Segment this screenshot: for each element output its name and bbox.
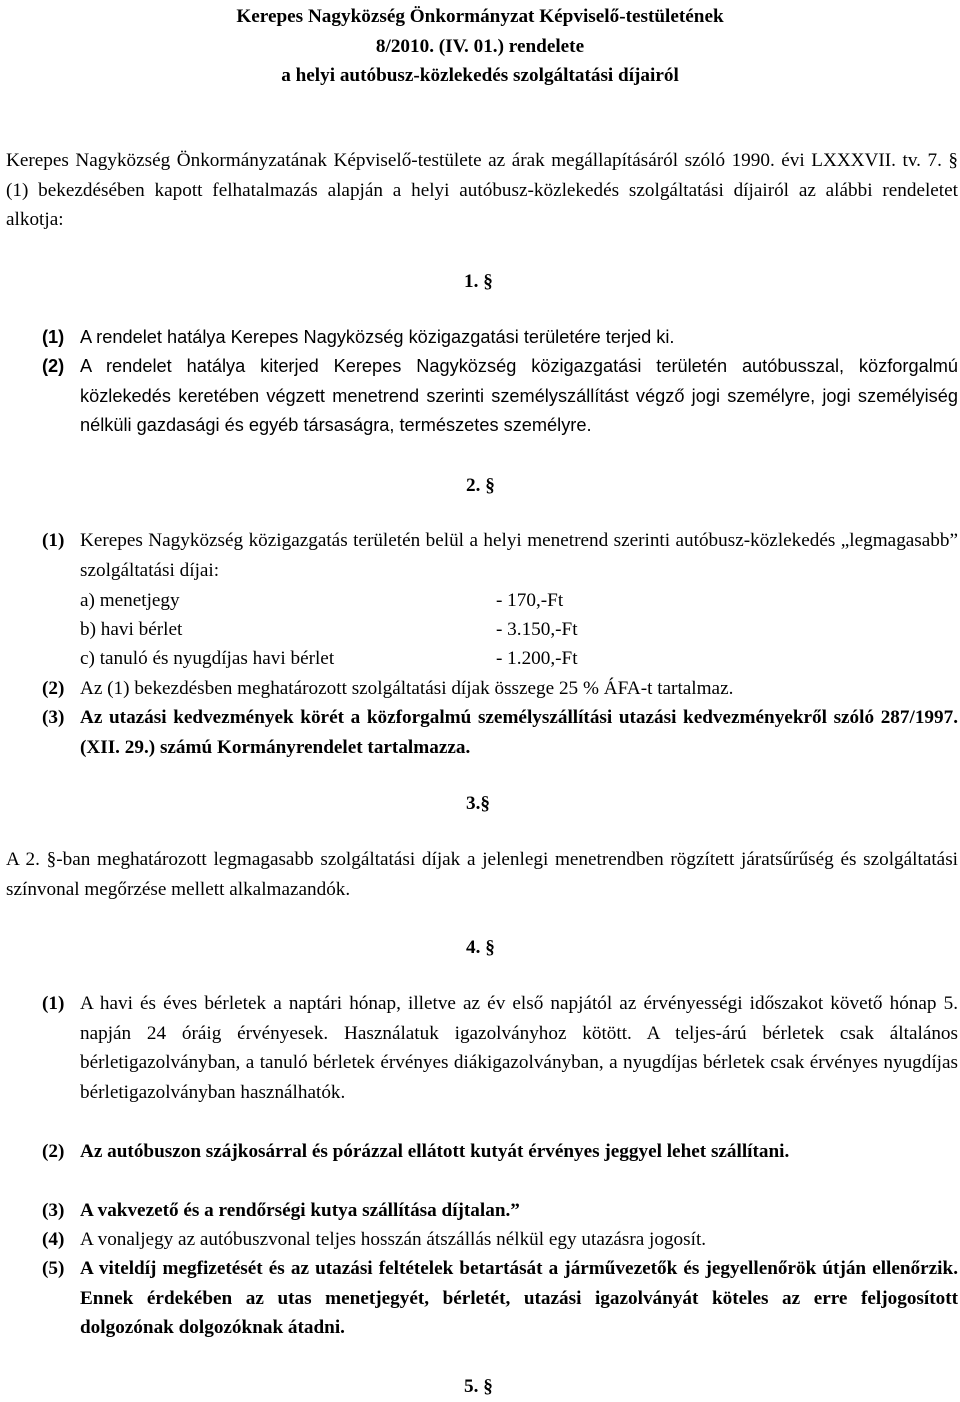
- section-3-text: A 2. §-ban meghatározott legmagasabb szolgáltatási díjak a jelenlegi menetrendben rögzített járatsűrűség és szolgáltatási színvonal megőrzése mellett alkalmazandók.: [6, 849, 958, 900]
- paragraph-number: (2): [42, 678, 65, 699]
- paragraph-number: (1): [42, 327, 65, 347]
- fee-row: [80, 586, 680, 615]
- paragraph-number: (2): [42, 1141, 65, 1162]
- fee-label: b) havi bérlet: [80, 619, 183, 640]
- section-5-heading: 5. §: [464, 1376, 493, 1397]
- section-4-paragraph-4: [42, 1225, 958, 1255]
- section-3-heading: 3.§: [466, 793, 490, 814]
- section-1-heading: 1. §: [464, 271, 493, 292]
- paragraph-text: A vonaljegy az autóbuszvonal teljes hosszán átszállás nélkül egy utazásra jogosít.: [80, 1229, 707, 1250]
- paragraph-text: A vakvezető és a rendőrségi kutya szállítása díjtalan.”: [80, 1200, 520, 1221]
- fee-amount: - 170,-Ft: [496, 590, 564, 611]
- title-line-2: 8/2010. (IV. 01.) rendelete: [375, 35, 585, 57]
- paragraph-text: Az utazási kedvezmények körét a közforgalmú személyszállítási utazási kedvezményekről szóló 287/1997. (XII. 29.) számú Kormányrendelet tartalmazza.: [80, 707, 958, 758]
- fee-label: c) tanuló és nyugdíjas havi bérlet: [80, 648, 335, 669]
- section-1-paragraph-1: [42, 323, 958, 353]
- paragraph-number: (3): [42, 1200, 65, 1221]
- section-2-paragraph-2: [42, 674, 958, 704]
- paragraph-number: (1): [42, 530, 65, 551]
- fee-amount: - 1.200,-Ft: [496, 648, 578, 669]
- fee-row: [80, 615, 680, 644]
- section-2-paragraph-3: [42, 703, 958, 762]
- preamble: Kerepes Nagyközség Önkormányzatának Képviselő-testülete az árak megállapításáról szóló 1990. évi LXXXVII. tv. 7. § (1) bekezdésében kapott felhatalmazás alapján a helyi autóbusz-közlekedés szolgáltatási díjairól az alábbi rendeletet alkotja:: [6, 150, 958, 230]
- paragraph-number: (5): [42, 1258, 65, 1279]
- fee-row: [80, 644, 680, 673]
- paragraph-text: Az (1) bekezdésben meghatározott szolgáltatási díjak összege 25 % ÁFA-t tartalmaz.: [80, 678, 734, 699]
- paragraph-text: A rendelet hatálya kiterjed Kerepes Nagyközség közigazgatási területén autóbusszal, közforgalmú közlekedés keretében végzett menetrend szerinti személyszállítást végző jogi személyre, jogi személyiség nélküli gazdasági és egyéb társaságra, természetes személyre.: [80, 356, 958, 435]
- section-4-paragraph-3: [42, 1196, 958, 1226]
- paragraph-text: A viteldíj megfizetését és az utazási feltételek betartását a járművezetők és jegyellenőrök útján ellenőrzik. Ennek érdekében az utas menetjegyét, bérletét, utazási igazolványát köteles az erre feljogosított dolgozónak dolgozóknak átadni.: [80, 1258, 958, 1338]
- paragraph-number: (3): [42, 707, 65, 728]
- paragraph-text: Kerepes Nagyközség közigazgatás területén belül a helyi menetrend szerinti autóbusz-közlekedés „legmagasabb” szolgáltatási díjai:: [80, 530, 958, 581]
- title-line-3: a helyi autóbusz-közlekedés szolgáltatási díjairól: [281, 65, 679, 86]
- paragraph-number: (1): [42, 993, 65, 1014]
- section-4-paragraph-5: [42, 1254, 958, 1343]
- section-1-paragraph-2: [42, 352, 958, 441]
- paragraph-text: A rendelet hatálya Kerepes Nagyközség közigazgatási területére terjed ki.: [80, 327, 675, 347]
- paragraph-number: (4): [42, 1229, 65, 1250]
- fee-amount: - 3.150,-Ft: [496, 619, 578, 640]
- paragraph-number: (2): [42, 356, 65, 376]
- document-title: [0, 0, 960, 91]
- section-2-heading: 2. §: [466, 475, 495, 496]
- section-2-paragraph-1: [42, 526, 958, 585]
- paragraph-text: A havi és éves bérletek a naptári hónap, illetve az év első napjától az érvényességi időszakot követő hónap 5. napján 24 óráig érvényesek. Használatuk igazolványhoz kötött. A teljes-árú bérletek csak általános bérletigazolványban, a tanuló bérletek érvényes diákigazolványban, a nyugdíjas bérletek csak érvényes nyugdíjas bérletigazolványban használhatók.: [80, 993, 958, 1103]
- section-4-paragraph-2: [42, 1137, 958, 1167]
- section-4-paragraph-1: [42, 989, 958, 1107]
- fee-label: a) menetjegy: [80, 590, 180, 611]
- paragraph-text: Az autóbuszon szájkosárral és pórázzal ellátott kutyát érvényes jeggyel lehet szállítani.: [80, 1141, 790, 1162]
- section-4-heading: 4. §: [466, 937, 495, 958]
- title-line-1: Kerepes Nagyközség Önkormányzat Képviselő-testületének: [236, 6, 724, 27]
